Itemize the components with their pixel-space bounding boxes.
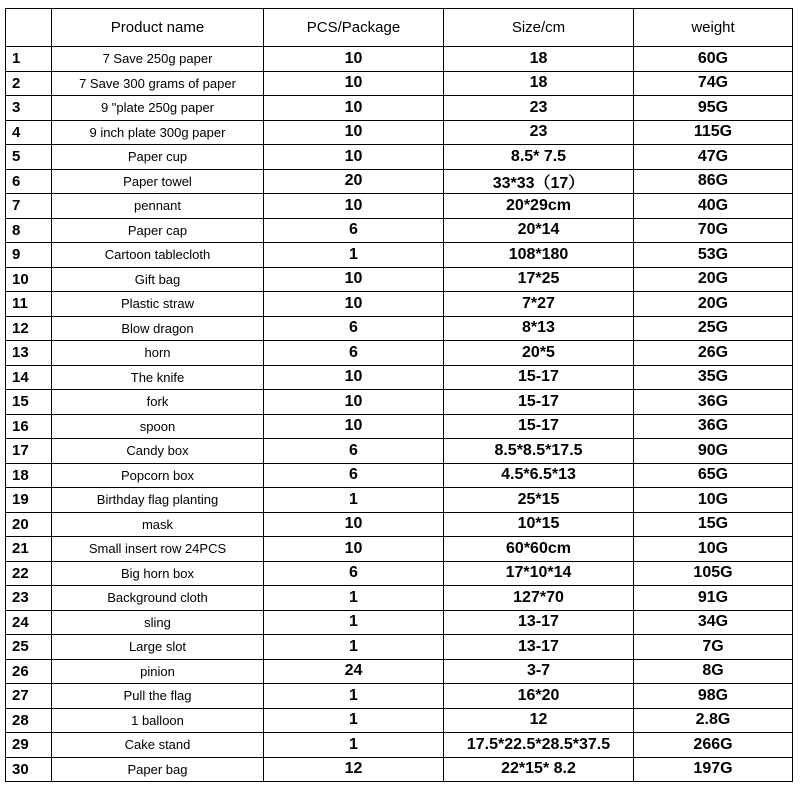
product-name-cell: Plastic straw: [52, 292, 264, 317]
table-row: [6, 341, 793, 366]
weight-cell: 10G: [634, 488, 793, 513]
size-cell: 23: [444, 120, 634, 145]
row-number: 2: [6, 71, 52, 96]
table-row: [6, 684, 793, 709]
product-name-cell: horn: [52, 341, 264, 366]
row-number: 12: [6, 316, 52, 341]
weight-cell: 26G: [634, 341, 793, 366]
weight-cell: 8G: [634, 659, 793, 684]
product-name-cell: Birthday flag planting: [52, 488, 264, 513]
pcs-per-package-cell: 10: [264, 145, 444, 170]
product-name-cell: Small insert row 24PCS: [52, 537, 264, 562]
size-cell: 4.5*6.5*13: [444, 463, 634, 488]
pcs-per-package-cell: 1: [264, 243, 444, 268]
row-number: 14: [6, 365, 52, 390]
pcs-per-package-cell: 1: [264, 708, 444, 733]
weight-cell: 36G: [634, 414, 793, 439]
pcs-per-package-cell: 6: [264, 218, 444, 243]
row-number: 7: [6, 194, 52, 219]
pcs-per-package-cell: 10: [264, 267, 444, 292]
weight-cell: 7G: [634, 635, 793, 660]
weight-cell: 15G: [634, 512, 793, 537]
weight-cell: 266G: [634, 733, 793, 758]
weight-cell: 105G: [634, 561, 793, 586]
table-row: [6, 71, 793, 96]
weight-cell: 20G: [634, 267, 793, 292]
size-cell: 60*60cm: [444, 537, 634, 562]
size-cell: 17*25: [444, 267, 634, 292]
weight-cell: 53G: [634, 243, 793, 268]
product-name-cell: pennant: [52, 194, 264, 219]
row-number: 29: [6, 733, 52, 758]
size-cell: 10*15: [444, 512, 634, 537]
pcs-per-package-cell: 20: [264, 169, 444, 194]
pcs-per-package-cell: 6: [264, 316, 444, 341]
product-name-cell: Big horn box: [52, 561, 264, 586]
size-cell: 15-17: [444, 414, 634, 439]
pcs-per-package-cell: 10: [264, 71, 444, 96]
size-cell: 8*13: [444, 316, 634, 341]
table-row: [6, 390, 793, 415]
size-cell: 127*70: [444, 586, 634, 611]
product-name-cell: pinion: [52, 659, 264, 684]
table-row: [6, 659, 793, 684]
table-row: [6, 488, 793, 513]
pcs-per-package-cell: 10: [264, 414, 444, 439]
size-cell: 20*5: [444, 341, 634, 366]
pcs-per-package-cell: 1: [264, 684, 444, 709]
weight-cell: 36G: [634, 390, 793, 415]
pcs-per-package-cell: 6: [264, 561, 444, 586]
header-row: [6, 9, 793, 47]
size-cell: 23: [444, 96, 634, 121]
product-name-cell: spoon: [52, 414, 264, 439]
pcs-per-package-cell: 1: [264, 610, 444, 635]
table-row: [6, 47, 793, 72]
product-name-cell: sling: [52, 610, 264, 635]
pcs-per-package-cell: 10: [264, 537, 444, 562]
row-number: 11: [6, 292, 52, 317]
product-name-cell: Background cloth: [52, 586, 264, 611]
pcs-per-package-cell: 10: [264, 47, 444, 72]
table-row: [6, 145, 793, 170]
size-cell: 13-17: [444, 610, 634, 635]
table-row: [6, 292, 793, 317]
table-row: [6, 243, 793, 268]
header-pcs-package: PCS/Package: [264, 9, 444, 47]
table-row: [6, 218, 793, 243]
row-number: 4: [6, 120, 52, 145]
weight-cell: 35G: [634, 365, 793, 390]
row-number: 9: [6, 243, 52, 268]
product-name-cell: Popcorn box: [52, 463, 264, 488]
row-number: 26: [6, 659, 52, 684]
pcs-per-package-cell: 10: [264, 390, 444, 415]
table-row: [6, 96, 793, 121]
table-row: [6, 267, 793, 292]
pcs-per-package-cell: 24: [264, 659, 444, 684]
row-number: 30: [6, 757, 52, 782]
weight-cell: 197G: [634, 757, 793, 782]
row-number: 5: [6, 145, 52, 170]
row-number: 8: [6, 218, 52, 243]
header-size: Size/cm: [444, 9, 634, 47]
product-name-cell: Paper towel: [52, 169, 264, 194]
row-number: 17: [6, 439, 52, 464]
row-number: 13: [6, 341, 52, 366]
product-name-cell: The knife: [52, 365, 264, 390]
size-cell: 15-17: [444, 390, 634, 415]
row-number: 25: [6, 635, 52, 660]
size-cell: 13-17: [444, 635, 634, 660]
header-product-name: Product name: [52, 9, 264, 47]
size-cell: 15-17: [444, 365, 634, 390]
row-number: 15: [6, 390, 52, 415]
product-name-cell: Paper cup: [52, 145, 264, 170]
size-cell: 22*15* 8.2: [444, 757, 634, 782]
row-number: 27: [6, 684, 52, 709]
row-number: 10: [6, 267, 52, 292]
product-name-cell: 7 Save 300 grams of paper: [52, 71, 264, 96]
header-number: [6, 9, 52, 47]
table-row: [6, 512, 793, 537]
weight-cell: 34G: [634, 610, 793, 635]
table-row: [6, 635, 793, 660]
weight-cell: 40G: [634, 194, 793, 219]
weight-cell: 47G: [634, 145, 793, 170]
size-cell: 8.5*8.5*17.5: [444, 439, 634, 464]
weight-cell: 95G: [634, 96, 793, 121]
table-row: [6, 586, 793, 611]
size-cell: 20*14: [444, 218, 634, 243]
pcs-per-package-cell: 1: [264, 635, 444, 660]
weight-cell: 98G: [634, 684, 793, 709]
table-row: [6, 610, 793, 635]
pcs-per-package-cell: 10: [264, 120, 444, 145]
pcs-per-package-cell: 6: [264, 439, 444, 464]
row-number: 19: [6, 488, 52, 513]
size-cell: 12: [444, 708, 634, 733]
product-name-cell: Blow dragon: [52, 316, 264, 341]
product-name-cell: fork: [52, 390, 264, 415]
table-row: [6, 414, 793, 439]
product-name-cell: Gift bag: [52, 267, 264, 292]
row-number: 22: [6, 561, 52, 586]
pcs-per-package-cell: 10: [264, 365, 444, 390]
row-number: 20: [6, 512, 52, 537]
table-row: [6, 561, 793, 586]
row-number: 28: [6, 708, 52, 733]
table-row: [6, 708, 793, 733]
table-row: [6, 733, 793, 758]
table-row: [6, 316, 793, 341]
product-name-cell: Candy box: [52, 439, 264, 464]
size-cell: 18: [444, 71, 634, 96]
product-name-cell: Large slot: [52, 635, 264, 660]
product-name-cell: 9 inch plate 300g paper: [52, 120, 264, 145]
size-cell: 17.5*22.5*28.5*37.5: [444, 733, 634, 758]
table-row: [6, 537, 793, 562]
row-number: 24: [6, 610, 52, 635]
row-number: 18: [6, 463, 52, 488]
product-name-cell: 7 Save 250g paper: [52, 47, 264, 72]
size-cell: 16*20: [444, 684, 634, 709]
table-row: [6, 365, 793, 390]
size-cell: 18: [444, 47, 634, 72]
product-name-cell: 1 balloon: [52, 708, 264, 733]
product-name-cell: Cake stand: [52, 733, 264, 758]
weight-cell: 86G: [634, 169, 793, 194]
size-cell: 3-7: [444, 659, 634, 684]
product-name-cell: 9 "plate 250g paper: [52, 96, 264, 121]
size-cell: 17*10*14: [444, 561, 634, 586]
size-cell: 8.5* 7.5: [444, 145, 634, 170]
weight-cell: 2.8G: [634, 708, 793, 733]
size-cell: 20*29cm: [444, 194, 634, 219]
table-row: [6, 757, 793, 782]
pcs-per-package-cell: 1: [264, 733, 444, 758]
pcs-per-package-cell: 1: [264, 488, 444, 513]
pcs-per-package-cell: 1: [264, 586, 444, 611]
table-body: [6, 47, 793, 782]
header-weight: weight: [634, 9, 793, 47]
size-cell: 7*27: [444, 292, 634, 317]
product-name-cell: Pull the flag: [52, 684, 264, 709]
weight-cell: 90G: [634, 439, 793, 464]
weight-cell: 74G: [634, 71, 793, 96]
size-cell: 33*33（17）: [444, 169, 634, 194]
table-row: [6, 463, 793, 488]
table-header: [6, 9, 793, 47]
row-number: 3: [6, 96, 52, 121]
product-name-cell: Cartoon tablecloth: [52, 243, 264, 268]
row-number: 16: [6, 414, 52, 439]
pcs-per-package-cell: 10: [264, 96, 444, 121]
row-number: 1: [6, 47, 52, 72]
row-number: 6: [6, 169, 52, 194]
weight-cell: 60G: [634, 47, 793, 72]
product-name-cell: mask: [52, 512, 264, 537]
pcs-per-package-cell: 6: [264, 341, 444, 366]
weight-cell: 70G: [634, 218, 793, 243]
weight-cell: 20G: [634, 292, 793, 317]
weight-cell: 91G: [634, 586, 793, 611]
weight-cell: 10G: [634, 537, 793, 562]
row-number: 23: [6, 586, 52, 611]
weight-cell: 115G: [634, 120, 793, 145]
pcs-per-package-cell: 6: [264, 463, 444, 488]
pcs-per-package-cell: 12: [264, 757, 444, 782]
size-cell: 25*15: [444, 488, 634, 513]
table-row: [6, 120, 793, 145]
product-table: [5, 8, 793, 782]
table-row: [6, 169, 793, 194]
weight-cell: 65G: [634, 463, 793, 488]
product-name-cell: Paper bag: [52, 757, 264, 782]
pcs-per-package-cell: 10: [264, 512, 444, 537]
product-name-cell: Paper cap: [52, 218, 264, 243]
table-row: [6, 194, 793, 219]
pcs-per-package-cell: 10: [264, 194, 444, 219]
table-row: [6, 439, 793, 464]
pcs-per-package-cell: 10: [264, 292, 444, 317]
weight-cell: 25G: [634, 316, 793, 341]
size-cell: 108*180: [444, 243, 634, 268]
row-number: 21: [6, 537, 52, 562]
